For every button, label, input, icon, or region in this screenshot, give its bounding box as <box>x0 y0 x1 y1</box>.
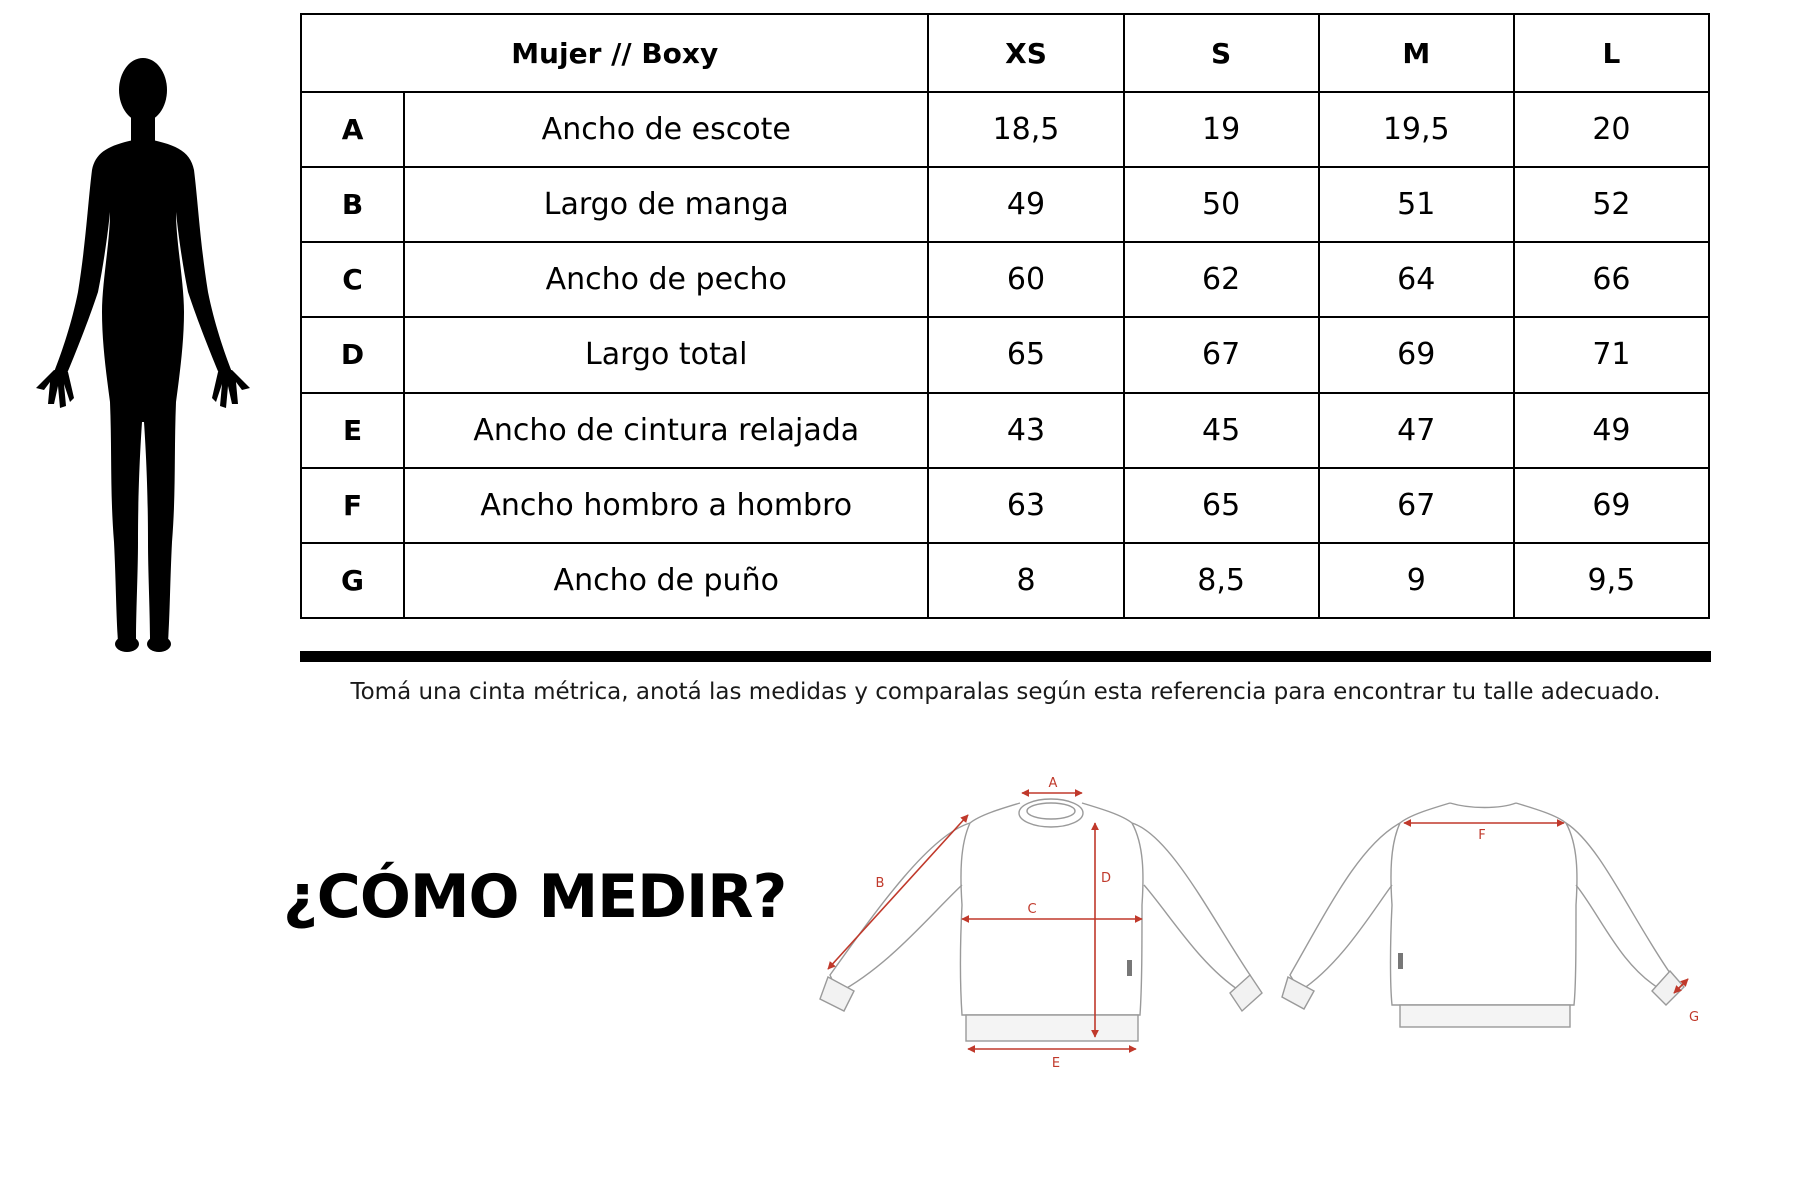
row-value-s: 65 <box>1124 468 1319 543</box>
label-g: G <box>1688 1010 1700 1025</box>
row-label: Ancho de escote <box>404 92 928 167</box>
table-title: Mujer // Boxy <box>301 14 928 92</box>
row-value-xs: 8 <box>928 543 1123 618</box>
row-value-l: 71 <box>1514 317 1709 392</box>
row-value-m: 67 <box>1319 468 1514 543</box>
row-value-l: 20 <box>1514 92 1709 167</box>
row-value-s: 67 <box>1124 317 1319 392</box>
row-value-m: 19,5 <box>1319 92 1514 167</box>
row-value-s: 19 <box>1124 92 1319 167</box>
label-d: D <box>1100 871 1112 886</box>
row-value-l: 66 <box>1514 242 1709 317</box>
section-divider <box>300 651 1711 662</box>
table-row <box>301 543 1709 618</box>
row-value-l: 52 <box>1514 167 1709 242</box>
row-value-m: 51 <box>1319 167 1514 242</box>
row-label: Largo de manga <box>404 167 928 242</box>
row-value-xs: 63 <box>928 468 1123 543</box>
size-header-l: L <box>1514 14 1709 92</box>
row-letter: A <box>301 92 404 167</box>
row-value-s: 8,5 <box>1124 543 1319 618</box>
measuring-diagram <box>810 765 1740 1075</box>
row-letter: B <box>301 167 404 242</box>
row-value-s: 62 <box>1124 242 1319 317</box>
back-measure-lines <box>1404 823 1688 993</box>
table-row <box>301 167 1709 242</box>
row-label: Largo total <box>404 317 928 392</box>
row-letter: G <box>301 543 404 618</box>
row-value-l: 49 <box>1514 393 1709 468</box>
size-header-xs: XS <box>928 14 1123 92</box>
row-value-xs: 49 <box>928 167 1123 242</box>
row-value-m: 9 <box>1319 543 1514 618</box>
table-row <box>301 242 1709 317</box>
row-label: Ancho de cintura relajada <box>404 393 928 468</box>
table-row <box>301 317 1709 392</box>
row-letter: C <box>301 242 404 317</box>
table-header-row <box>301 14 1709 92</box>
table-row <box>301 393 1709 468</box>
front-measure-lines <box>828 793 1142 1049</box>
row-label: Ancho hombro a hombro <box>404 468 928 543</box>
sweatshirt-front-icon <box>820 799 1262 1041</box>
size-header-m: M <box>1319 14 1514 92</box>
row-label: Ancho de puño <box>404 543 928 618</box>
row-value-m: 69 <box>1319 317 1514 392</box>
size-chart-table <box>300 13 1710 619</box>
table-row <box>301 92 1709 167</box>
row-value-xs: 65 <box>928 317 1123 392</box>
row-value-xs: 43 <box>928 393 1123 468</box>
label-b: B <box>875 876 885 891</box>
label-e: E <box>1051 1056 1061 1071</box>
size-header-s: S <box>1124 14 1319 92</box>
row-value-xs: 60 <box>928 242 1123 317</box>
row-value-s: 50 <box>1124 167 1319 242</box>
label-c: C <box>1027 902 1037 917</box>
label-f: F <box>1478 828 1486 843</box>
row-value-s: 45 <box>1124 393 1319 468</box>
row-value-l: 69 <box>1514 468 1709 543</box>
measuring-note: Tomá una cinta métrica, anotá las medidas y comparalas según esta referencia para encontrar tu talle adecuado. <box>350 679 1661 705</box>
row-label: Ancho de pecho <box>404 242 928 317</box>
table-row <box>301 468 1709 543</box>
label-a: A <box>1048 776 1058 791</box>
howto-title: ¿CÓMO MEDIR? <box>283 862 787 932</box>
row-letter: D <box>301 317 404 392</box>
row-value-m: 47 <box>1319 393 1514 468</box>
row-letter: F <box>301 468 404 543</box>
row-letter: E <box>301 393 404 468</box>
row-value-xs: 18,5 <box>928 92 1123 167</box>
row-value-m: 64 <box>1319 242 1514 317</box>
row-value-l: 9,5 <box>1514 543 1709 618</box>
female-silhouette-icon <box>14 52 274 652</box>
